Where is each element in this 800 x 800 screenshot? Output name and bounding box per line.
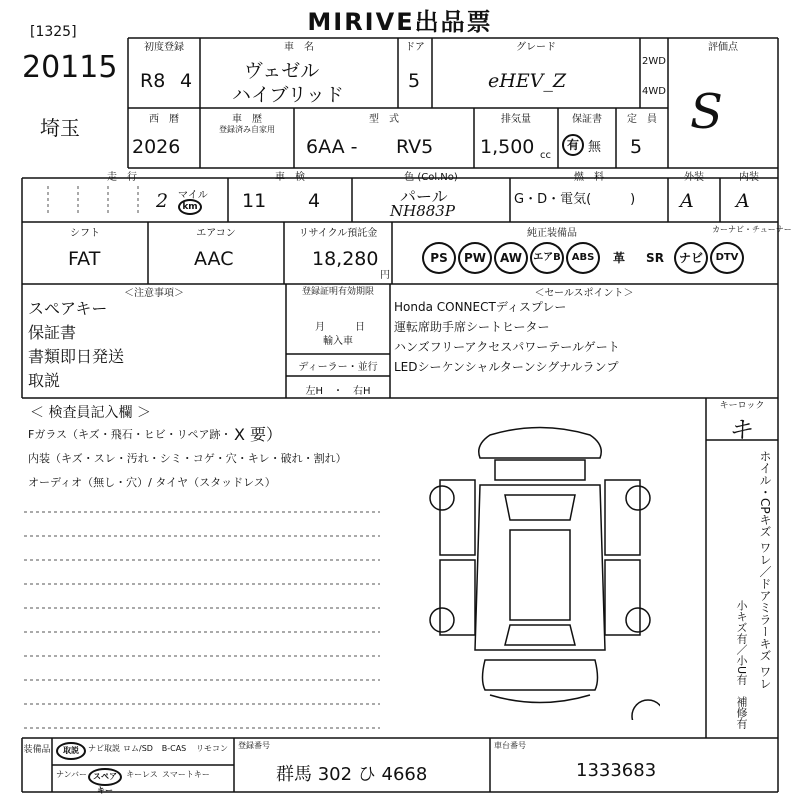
color-name: パール [400,187,448,206]
label-color: 色 (Col.No) [404,172,458,183]
label-aircon: エアコン [196,228,236,239]
reg-plate: 群馬 302 ひ 4668 [276,764,428,785]
car-name-1: ヴェゼル [244,60,320,82]
model-prefix: 6AA - [306,136,358,158]
color-code: NH883P [390,202,455,220]
shift: FAT [68,248,101,270]
label-seireki: 西 暦 [149,114,179,125]
year: 2026 [132,136,181,158]
sales-point-line: 運転席助手席シートヒーター [394,320,550,334]
equipment-item: 革 [612,251,625,265]
note-line: 書類即日発送 [28,347,125,366]
bracket-number: [1325] [30,24,77,40]
score: S [690,84,723,140]
label-sales-points: ＜セールスポイント＞ [534,288,634,299]
label-cc: cc [540,150,551,161]
label-recycle: リサイクル預託金 [298,228,378,239]
label-4wd: 4WD [642,86,666,97]
label-key-lock: キーロック [719,401,765,411]
equipment-item: SR [646,251,664,265]
sales-point-line: LEDシーケンシャルターンシグナルランプ [394,360,619,374]
label-chassis: 車台番号 [494,741,526,750]
fuel-options: G・D・電気( ) [514,192,636,207]
bottom-item: ナンバー [56,770,88,779]
reg-month: 4 [180,70,193,92]
label-first-reg: 初度登録 [144,42,184,53]
region: 埼玉 [40,116,80,140]
equipment-item: エアB [530,242,564,274]
inspection-month: 4 [308,190,321,212]
doors: 5 [408,70,421,92]
interior-grade: A [736,190,750,212]
bottom-item: 取説 [56,742,86,760]
equipment-item: DTV [710,242,744,274]
note-line: 取説 [28,371,61,390]
inspector-side-note-2: 小キズ有／小U有 補修有 [735,600,748,730]
warranty-no: 無 [588,140,602,155]
label-navi-tuner: カーナビ・チューナー [712,225,792,234]
inspector-fglass: Fガラス（キズ・飛石・ヒビ・リペア跡・ [28,428,232,441]
label-reg-no: 登録番号 [238,741,270,750]
label-import: 輸入車 [323,336,353,347]
note-line: 保証書 [28,323,77,342]
key-lock-value: キ [728,416,752,444]
label-equipment: 純正装備品 [527,228,577,239]
label-capacity: 定 員 [627,114,657,125]
mileage: 2 [156,190,169,212]
label-reg-expiry: 登録証明有効期限 [301,287,374,297]
recycle: 18,280 [312,248,379,270]
equipment-item: AW [494,242,528,274]
label-yen: 円 [380,270,390,281]
note-line: スペアキー [28,299,108,318]
sales-point-line: ハンズフリーアクセスパワーテールゲート [394,340,620,354]
capacity: 5 [630,136,643,158]
label-inspection: 車 検 [275,172,305,183]
bottom-item: スマートキー [162,770,210,779]
bottom-item: B-CAS [161,744,187,753]
label-history: 車 歴 [232,114,262,125]
bottom-item: スペアキー [88,768,122,786]
label-2wd: 2WD [642,56,666,67]
label-dealer: ディーラー・並行 [298,362,378,373]
label-notes: ＜注意事項＞ [124,288,184,299]
equipment-item: ナビ [674,242,708,274]
label-model: 型 式 [369,114,399,125]
inspection-year: 11 [242,190,267,212]
inspector-interior: 内装（キズ・スレ・汚れ・シミ・コゲ・穴・キレ・破れ・割れ） [28,452,347,465]
exterior-grade: A [680,190,694,212]
label-history-note: 登録済み自家用 [219,125,275,134]
bottom-item: キーレス [126,770,158,779]
aircon: AAC [194,248,234,270]
label-bottom-group: 装備品 [23,745,51,755]
equipment-item: ABS [566,242,600,274]
label-score: 評価点 [708,42,738,53]
label-handle: 左H ・ 右H [305,386,371,397]
displacement: 1,500 [480,136,535,158]
label-doors: ドア [405,42,425,53]
label-fuel: 燃 料 [574,172,604,183]
label-car-name: 車 名 [284,42,314,53]
model-code: RV5 [396,136,434,158]
inspector-fglass-mark: X 要） [234,425,283,444]
lot-number: 20115 [22,50,118,85]
label-interior: 内装 [739,172,759,183]
car-diagram [420,420,660,720]
era: R8 [140,70,166,92]
label-shift: シフト [70,228,100,239]
chassis-number: 1333683 [576,760,657,781]
label-displacement: 排気量 [501,114,531,125]
bottom-item: リモコン [196,744,228,753]
car-name-2: ハイブリッド [232,84,344,106]
label-grade: グレード [516,42,556,53]
inspector-audio: オーディオ（無し・穴）/ タイヤ（スタッドレス） [28,476,276,489]
sales-point-line: Honda CONNECTディスプレー [394,300,567,314]
label-mileage: 走 行 [107,172,137,183]
bottom-item: ロム/SD [123,744,153,753]
equipment-item: PW [458,242,492,274]
inspector-side-note-1: ホイル・CPキズ ワレ／ドアミラーキズ ワレ [758,450,772,690]
grade: eHEV_Z [488,70,567,92]
label-exterior: 外装 [684,172,704,183]
warranty-yes: 有 [562,134,584,156]
bottom-item: ナビ取説 [88,744,120,753]
label-mile: マイル [178,190,208,201]
label-warranty: 保証書 [572,114,602,125]
equipment-item: PS [422,242,456,274]
sheet-title: MIRIVE出品票 [307,8,493,36]
label-inspector: ＜ 検査員記入欄 ＞ [30,405,151,421]
label-month-day: 月 日 [315,322,365,333]
unit-km: km [178,199,202,215]
